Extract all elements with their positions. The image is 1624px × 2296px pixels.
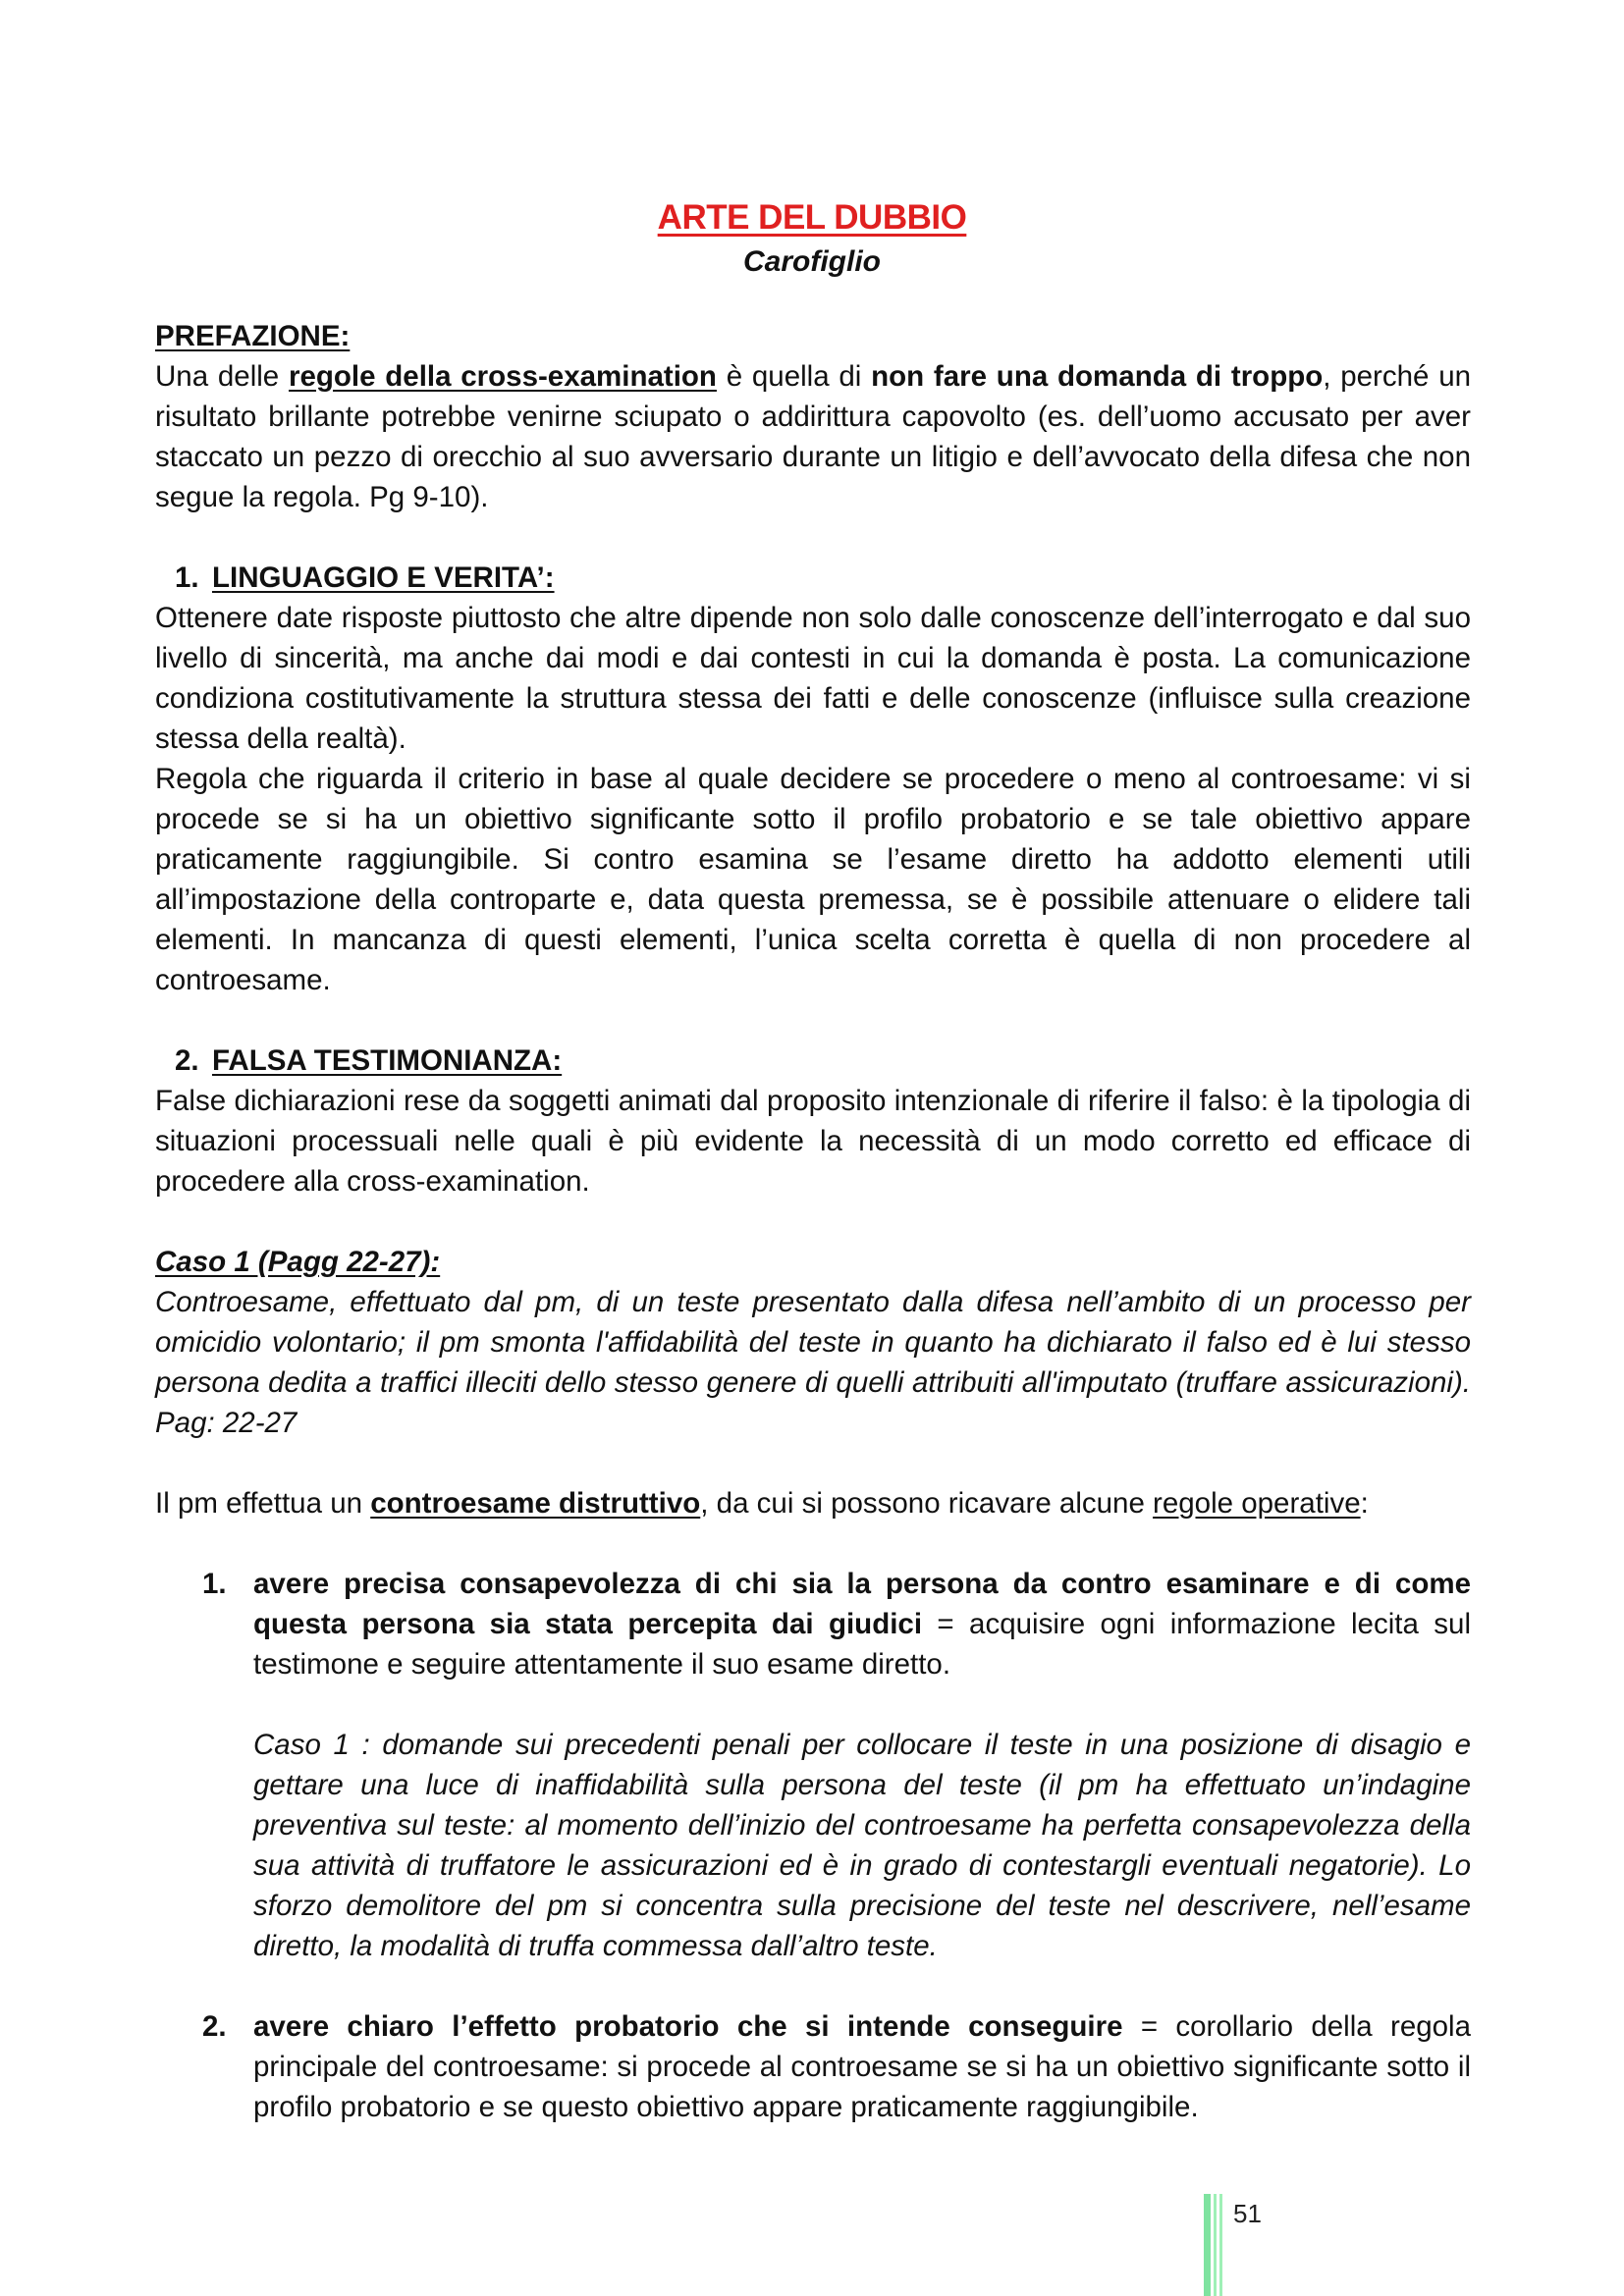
- rule-item-2: 2. avere chiaro l’effetto probatorio che si intende conseguire = corollario della regola principale del controesame: si procede al controesame se si ha un obiettivo significante sotto il profilo probatorio e se questo obiettivo appare praticamente raggiungibile.: [202, 2010, 1471, 2123]
- rule-item-1: 1. avere precisa consapevolezza di chi sia la persona da contro esaminare e di come questa persona sia stata percepita dai giudici = acquisire ogni informazione lecita sul testimone e seguire attentamente il suo esame diretto.: [202, 1568, 1471, 1681]
- page-number: 51: [1233, 2199, 1262, 2228]
- intro-term-regole: regole operative: [1153, 1487, 1361, 1520]
- section-1-paragraph-1: Ottenere date risposte piuttosto che altre dipende non solo dalle conoscenze dell’interrogato e dal suo livello di sincerità, ma anche dai modi e dai contesti in cui la domanda è posta. La comunicazione condiziona costitutivamente la struttura stessa dei fatti e delle conoscenze (influisce sulla creazione stessa della realtà).: [155, 602, 1471, 755]
- document-title: ARTE DEL DUBBIO: [657, 198, 967, 237]
- section-2-paragraph: False dichiarazioni rese da soggetti animati dal proposito intenzionale di riferire il falso: è la tipologia di situazioni processuali nelle quali è più evidente la necessità di un modo corretto ed efficace di procedere alla cross-examination.: [155, 1085, 1471, 1198]
- section-1-heading: 1. LINGUAGGIO E VERITA’:: [175, 561, 555, 594]
- caso-1-heading: Caso 1 (Pagg 22-27):: [155, 1246, 441, 1278]
- document-body: [155, 316, 1471, 2127]
- footer-accent-bars: [1204, 2194, 1229, 2296]
- prefazione-bold-rule: non fare una domanda di troppo: [871, 360, 1324, 393]
- prefazione-heading: PREFAZIONE:: [155, 320, 351, 352]
- rule-1-example: Caso 1 : domande sui precedenti penali per collocare il teste in una posizione di disagio e gettare una luce di inaffidabilità sulla persona del teste (il pm ha effettuato un’indagine preventiva sul teste: al momento dell’inizio del controesame ha perfetta consapevolezza della sua attività di truffatore le assicurazioni ed è in grado di contestargli eventuali negatorie). Lo sforzo demolitore del pm si concentra sulla precisione del teste nel descrivere, nell’esame diretto, la modalità di truffa commessa dall’altro teste.: [253, 1729, 1471, 1962]
- intro-paragraph: Il pm effettua un controesame distruttivo, da cui si possono ricavare alcune regole operative:: [155, 1487, 1369, 1520]
- section-2-heading: 2. FALSA TESTIMONIANZA:: [175, 1044, 563, 1077]
- caso-1-paragraph: Controesame, effettuato dal pm, di un teste presentato dalla difesa nell’ambito di un processo per omicidio volontario; il pm smonta l'affidabilità del teste in quanto ha dichiarato il falso ed è lui stesso persona dedita a traffici illeciti dello stesso genere di quelli attribuiti all'imputato (truffare assicurazioni). Pag: 22-27: [155, 1286, 1471, 1439]
- prefazione-paragraph: Una delle regole della cross-examination è quella di non fare una domanda di troppo, perché un risultato brillante potrebbe venirne sciupato o addirittura capovolto (es. dell’uomo accusato per aver staccato un pezzo di orecchio al suo avversario durante un litigio e dell’avvocato della difesa che non segue la regola. Pg 9-10).: [155, 360, 1472, 513]
- rules-list: [155, 1564, 1471, 2127]
- intro-term-controesame: controesame distruttivo: [370, 1487, 701, 1520]
- section-1-paragraph-2: Regola che riguarda il criterio in base al quale decidere se procedere o meno al controesame: vi si procede se si ha un obiettivo significante sotto il profilo probatorio e se tale obiettivo appare praticamente raggiungibile. Si contro esamina se l’esame diretto ha addotto elementi utili all’impostazione della controparte e, data questa premessa, se è possibile attenuare o elidere tali elementi. In mancanza di questi elementi, l’unica scelta corretta è quella di non procedere al controesame.: [155, 763, 1471, 996]
- document-author: Carofiglio: [743, 245, 881, 278]
- prefazione-key-term: regole della cross-examination: [288, 360, 717, 393]
